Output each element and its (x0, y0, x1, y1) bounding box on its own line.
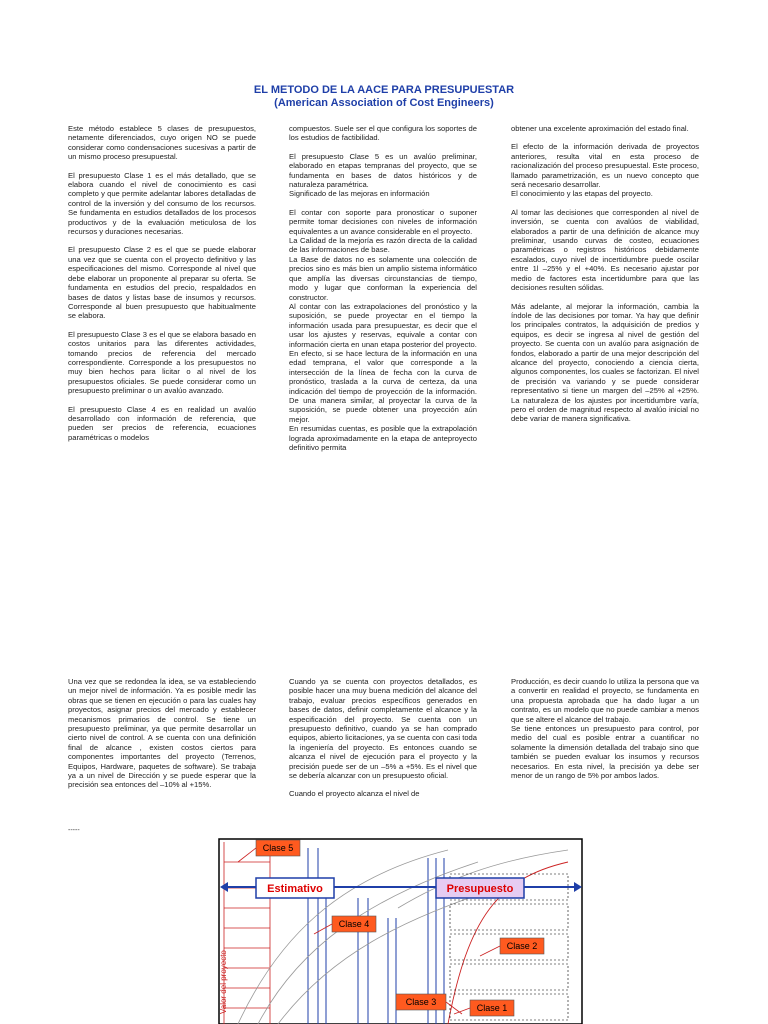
paragraph: El presupuesto Clase 4 es en realidad un avalúo desarrollado con información de referencia, que pueden ser precios de referencia, ecuaciones paramétricas o modelos (68, 404, 256, 442)
estimativo-label: Estimativo (267, 883, 323, 895)
bottom-column-3 (511, 677, 699, 789)
clase-2-label (500, 938, 544, 954)
paragraph: La Calidad de la mejoría es razón directa de la calidad de las informaciones de base. (289, 236, 477, 255)
clase-5-text: Clase 5 (262, 843, 294, 853)
clase-4-label (332, 916, 376, 932)
paragraph: Se tiene entonces un presupuesto para control, por medio del cual es posible entrar a cuantificar no solamente la dimensión detallada del trabajo sino que también se pueden evaluar los insumos y recursos necesarios. En esta nivel, la precisión ya debe ser menor de un rango de 5% por ambos lados. (511, 724, 699, 781)
presupuesto-label: Presupuesto (446, 883, 514, 895)
paragraph: El presupuesto Clase 3 es el que se elabora basado en costos unitarios para las diferentes actividades, tomando precios de referencia del mercado correspondiente. Corresponde a los presupuestos no muy bien hechos para licitar o al nivel de los presupuestos oficiales. Se puede considerar como un presupuesto preliminar o un avalúo avanzado. (68, 329, 256, 396)
paragraph: Al contar con las extrapolaciones del pronóstico y la suposición, se puede proyectar en el tiempo la información usada para presupuestar, es decir que el usar los ajustes y reservas, equivale a contar con información cierta en unan etapa posterior del proyecto. (289, 301, 477, 349)
paragraph: El efecto de la información derivada de proyectos anteriores, resulta vital en esta proceso de racionalización del proceso presupuestal. Este proceso, llamado parametrización, es un nuevo concepto que será necesario desarrollar. (511, 142, 699, 190)
paragraph: En resumidas cuentas, es posible que la extrapolación lograda aproximadamente en la etapa de anteproyecto definitivo permita (289, 424, 477, 452)
paragraph: El contar con soporte para pronosticar o suponer permite tomar decisiones con niveles de información equivalentes a un avance considerable en el proyecto. (289, 207, 477, 236)
clase-1-label (470, 1000, 514, 1016)
paragraph: En efecto, si se hace lectura de la información en una edad temprana, el valor que corresponde a la intersección de la línea de fecha con la curva de pronóstico, traslada a la curva de certeza, da una indicación del tiempo de proyección de la información. De una manera similar, al proyectar la curva de la suposición, se puede obtener una proyección aún mejor. (289, 348, 477, 424)
clase-2-text: Clase 2 (506, 941, 538, 951)
paragraph: La Base de datos no es solamente una colección de precios sino es más bien un amplio sistema informático que amplía las diversas circunstancias de tiempo, modo y lugar que conforman la experiencia del constructor. (289, 254, 477, 302)
paragraph: Este método establece 5 clases de presupuestos, netamente diferenciados, cuyo origen NO se puede considerar como condensaciones sucesivas a partir de un mismo proceso presupuestal. (68, 124, 256, 162)
aace-classes-diagram (218, 838, 583, 1024)
clase-5-label (256, 840, 300, 856)
bottom-column-2 (289, 677, 477, 808)
paragraph: Al tomar las decisiones que corresponden al nivel de inversión, se cuenta con avalúos de viabilidad, elaborados a partir de una definición de alcance muy preliminar, usando curvas de costeo, ecuaciones paramétricas o registros históricos debidamente escalados, cuyo nivel de incertidumbre puede oscilar entre 1l –25% y el +40%. Es necesario ajustar por medio de factores esta incertidumbre para que las decisiones resulten sólidas. (511, 207, 699, 293)
title-line-1: EL METODO DE LA AACE PARA PRESUPUESTAR (253, 84, 515, 96)
title-line-2: (American Association of Cost Engineers) (274, 97, 494, 109)
clase-1-text: Clase 1 (476, 1003, 508, 1013)
section-heading: Significado de las mejoras en información (289, 189, 430, 199)
clase-4-text: Clase 4 (338, 919, 370, 929)
paragraph: compuestos. Suele ser el que configura los soportes de los estudios de factibilidad. (289, 124, 477, 143)
paragraph: El presupuesto Clase 1 es el más detallado, que se elabora cuando el nivel de conocimiento es casi completo y que permite adelantar labores detalladas de control de la inversión y del consumo de los recursos. Se fundamenta en estudios detallados de los procesos productivos y de la evaluación meticulosa de los recursos y duraciones necesarias. (68, 170, 256, 237)
top-column-3 (511, 124, 699, 433)
clase-3-text: Clase 3 (405, 997, 437, 1007)
paragraph: El presupuesto Clase 2 es el que se puede elaborar una vez que se cuenta con el proyecto definitivo y las especificaciones del mismo. Corresponde al nivel que debe elaborar un proponente al preparar su oferta. Se fundamenta en estudios del precio, respaldados en bases de datos y listas base de insumos y recursos. Corresponde al buen presupuesto que habitualmente se elabora. (68, 245, 256, 321)
separator: ----- (68, 827, 80, 834)
paragraph: Cuando el proyecto alcanza el nivel de (289, 789, 420, 799)
paragraph: El presupuesto Clase 5 es un avalúo preliminar, elaborado en etapas tempranas del proyecto, que se fundamenta en bases de datos históricos y de naturaleza paramétrica. (289, 151, 477, 190)
paragraph: Producción, es decir cuando lo utiliza la persona que va a convertir en realidad el proyecto, se fundamenta en una propuesta aprobada que ha dado lugar a un contrato, es un modelo que no puede cambiar a menos que se altere el alcance del trabajo. (511, 677, 699, 724)
top-column-2 (289, 124, 477, 452)
paragraph: Más adelante, al mejorar la información, cambia la índole de las decisiones por tomar. Ya hay que definir los principales contratos, la adquisición de predios y equipos, es decir se ingresa al nivel de gestión del proyecto. Se cuenta con un avalúo para asignación de fondos, elaborado a partir de una mejor descripción del alcance del proyecto, conociendo a ciencia cierta, algunos componentes, los cuales se factorizan. El nivel de precisión va variando y se puede considerar representativo si tiene un margen del –25% al +25%. La naturaleza de los ajustes por incertidumbre varía, pero el orden de magnitud respecto al avalúo inicial no debe variar de manera significativa. (511, 301, 699, 424)
bottom-column-1 (68, 677, 256, 799)
paragraph: obtener una excelente aproximación del estado final. (511, 124, 689, 133)
top-column-1 (68, 124, 256, 451)
paragraph: Una vez que se redondea la idea, se va estableciendo un mejor nivel de información. Ya es posible medir las obras que se tienen en ejecución o para las cuales hay proyectos, asignar precios del mercado y establecer mecanismos primarios de control. Se tiene un presupuesto preliminar, ya que permite desarrollar un cierto nivel de control. A se cuenta con una definición final de alcance , existen costos ciertos para componentes importantes del proyecto (Terrenos, Equipos, Hardware, paquetes de software). Se trabaja ya a un nivel de Dirección y se puede esperar que la precisión sea entonces del –10% al +15%. (68, 677, 256, 790)
section-heading: El conocimiento y las etapas del proyecto. (511, 189, 653, 199)
clase-3-label (396, 994, 446, 1010)
paragraph: Cuando ya se cuenta con proyectos detallados, es posible hacer una muy buena medición del alcance del trabajo, evaluar precios específicos generados en bases de datos, definir completamente el alcance y la especificación del proyecto. Se cuenta con un presupuesto definitivo, cuando ya se han comprado equipos, abierto licitaciones, ya se cuenta con casi toda la ingeniería del proyecto. Es entonces cuando se alcanza el nivel de ejecución para el proyecto y la precisión puede ser de un –5% a +5%. Es el nivel que se debería alcanzar con un presupuesto oficial. (289, 677, 477, 781)
y-axis-label: Valor del proyecto (219, 950, 228, 1014)
